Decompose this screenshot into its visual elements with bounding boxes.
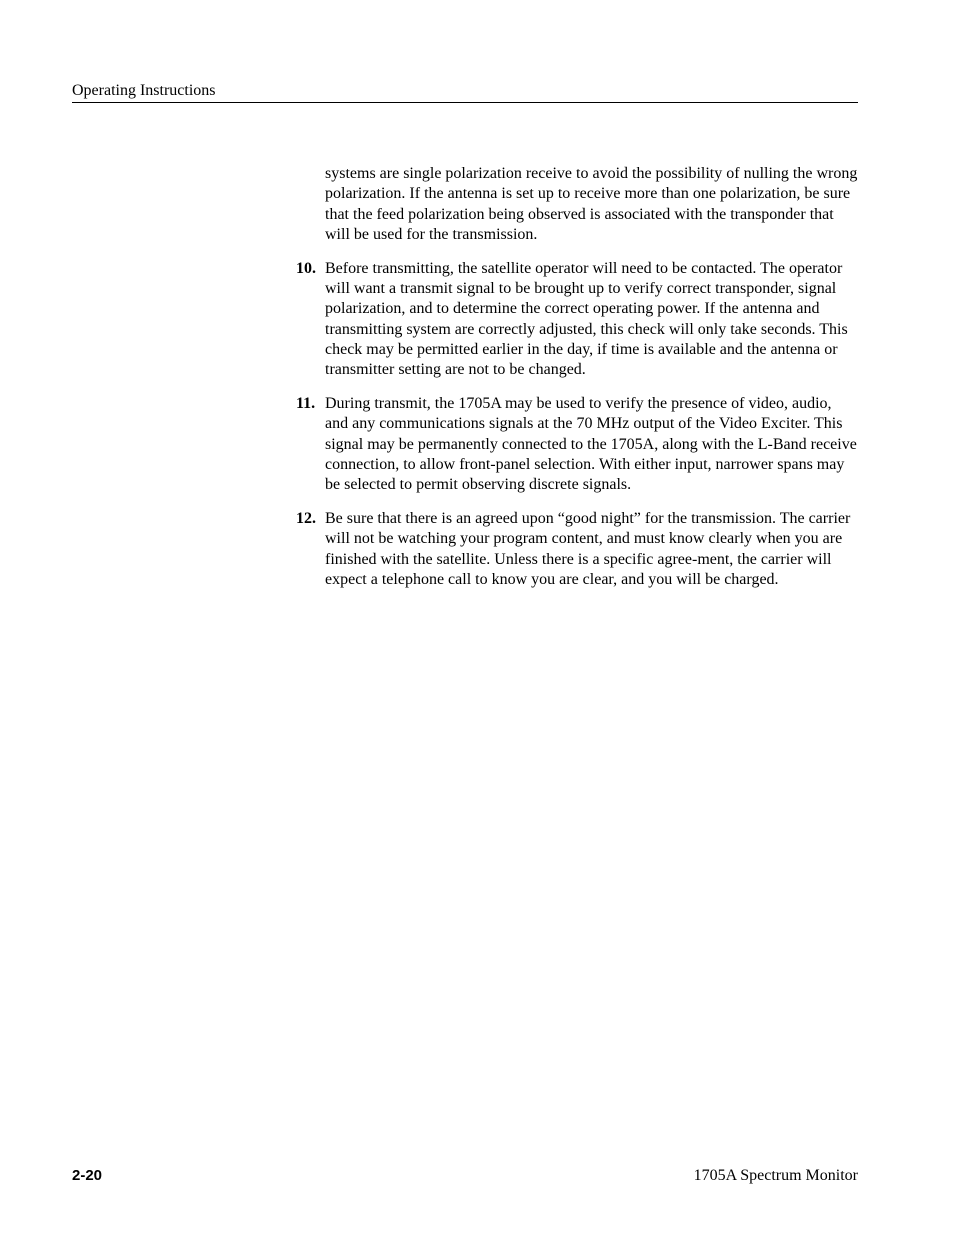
list-item-text: During transmit, the 1705A may be used to verify the presence of video, audio, and any communications signals at the 70 MHz output of the Video Exciter. This signal may be permanently connected to the 1705A, along with the L-Band receive connection, to allow front-panel selection. With either input, narrower spans may be selected to permit observing discrete signals.	[325, 394, 857, 494]
header-rule	[72, 102, 858, 103]
page-body	[296, 164, 858, 604]
list-item-number: 11.	[296, 394, 316, 412]
list-item-10	[296, 259, 858, 381]
list-item-12	[296, 509, 858, 590]
list-item-text: Be sure that there is an agreed upon “good night” for the transmission. The carrier will not be watching your program content, and must know clearly when you are finished with the satellite. Unless there is a specific agree-ment, the carrier will expect a telephone call to know you are clear, and you will be charged.	[325, 509, 851, 588]
page-number: 2-20	[72, 1167, 103, 1184]
list-item-number: 10.	[296, 259, 316, 277]
list-item-number: 12.	[296, 509, 316, 527]
running-header: Operating Instructions	[72, 82, 216, 99]
product-name: 1705A Spectrum Monitor	[693, 1167, 858, 1184]
continuation-paragraph: systems are single polarization receive to avoid the possibility of nulling the wrong polarization. If the antenna is set up to receive more than one polarization, be sure that the feed polarization being observed is associated with the transponder that will be used for the transmission.	[325, 165, 858, 243]
list-item-text: Before transmitting, the satellite operator will need to be contacted. The operator will want a transmit signal to be brought up to verify correct transponder, signal polarization, and to determine the correct operating power. If the antenna and transmitting system are correctly adjusted, this check will only take seconds. This check may be permitted earlier in the day, if time is available and the antenna or transmitter setting are not to be changed.	[325, 259, 848, 379]
list-item-11	[296, 394, 858, 495]
